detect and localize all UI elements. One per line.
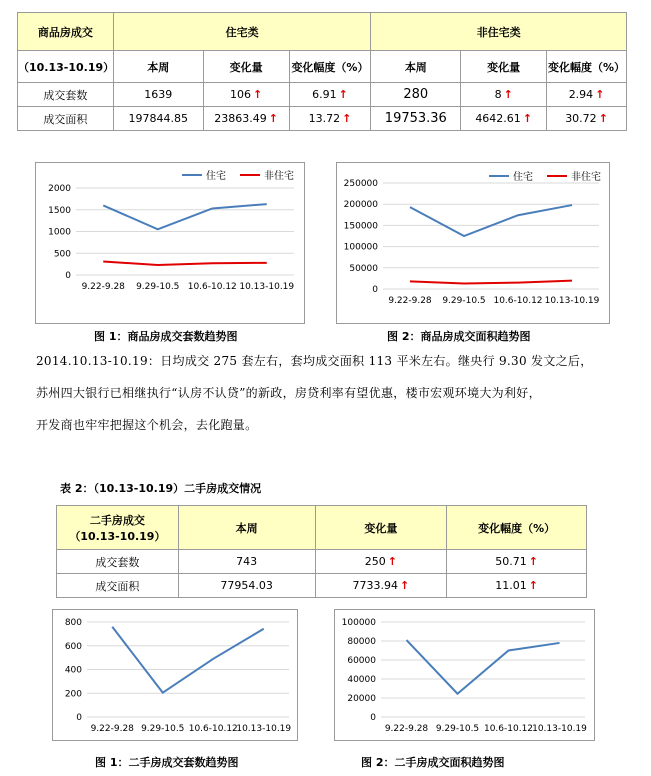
series-line-primary: [103, 204, 267, 229]
y-tick-label: 40000: [347, 675, 376, 685]
y-tick-label: 100000: [343, 242, 378, 253]
y-tick-label: 0: [370, 713, 376, 723]
x-tick-label: 9.22-9.28: [90, 724, 134, 734]
up-arrow-icon: ↑: [528, 579, 538, 592]
series-line-primary: [112, 627, 264, 693]
series-line-secondary: [103, 262, 267, 265]
y-tick-label: 0: [372, 285, 378, 295]
cell-change: 106 ↑: [203, 83, 289, 107]
cell-change: 4642.61 ↑: [461, 107, 547, 131]
series-line-primary: [410, 205, 572, 236]
cell-change: 250 ↑: [315, 550, 447, 574]
table-row: [18, 107, 627, 131]
legend-label: 住宅: [513, 172, 533, 183]
y-tick-label: 400: [64, 665, 82, 676]
y-tick-label: 50000: [349, 263, 378, 274]
cell-change: 23863.49 ↑: [203, 107, 289, 131]
y-tick-label: 800: [64, 618, 82, 628]
x-tick-label: 10.13-10.19: [544, 296, 600, 306]
row-label: 成交面积: [57, 574, 179, 598]
cell-value: 1639: [113, 83, 203, 107]
cell-change: 7733.94 ↑: [315, 574, 447, 598]
up-arrow-icon: ↑: [252, 88, 263, 101]
y-tick-label: 500: [53, 249, 71, 260]
series-line-secondary: [410, 281, 572, 284]
table2-corner-label: 二手房成交: [89, 513, 145, 527]
legend-label: 住宅: [206, 171, 226, 182]
cell-pct: 2.94 ↑: [547, 83, 627, 107]
paragraph-line-3: 开发商也牢牢把握这个机会，去化跑量。: [36, 418, 258, 432]
cell-pct: 50.71 ↑: [447, 550, 587, 574]
x-tick-label: 10.6-10.12: [483, 724, 534, 734]
table-row: [57, 550, 587, 574]
table2-corner: [57, 506, 179, 550]
chart-3-container: [52, 609, 298, 741]
y-tick-label: 200: [64, 689, 82, 700]
table1-group-residential: 住宅类: [113, 13, 371, 51]
legend-label: 非住宅: [264, 171, 294, 182]
y-tick-label: 250000: [343, 179, 378, 189]
legend-label: 非住宅: [571, 172, 601, 183]
table1-non-pct-header: 变化幅度（%）: [547, 51, 627, 83]
x-tick-label: 9.22-9.28: [81, 282, 125, 292]
cell-pct: 6.91 ↑: [289, 83, 371, 107]
x-tick-label: 10.13-10.19: [532, 724, 587, 734]
up-arrow-icon: ↑: [342, 112, 352, 125]
up-arrow-icon: ↑: [528, 555, 538, 568]
chart-4-container: [334, 609, 595, 741]
y-tick-label: 200000: [343, 200, 378, 211]
x-tick-label: 9.22-9.28: [388, 296, 432, 306]
x-tick-label: 10.13-10.19: [236, 724, 292, 734]
chart-3: [53, 610, 297, 740]
table1-non-change-header: 变化量: [461, 51, 547, 83]
y-tick-label: 150000: [343, 221, 378, 232]
cell-change: 8 ↑: [461, 83, 547, 107]
cell-pct: 13.72 ↑: [289, 107, 371, 131]
y-tick-label: 600: [64, 641, 82, 652]
up-arrow-icon: ↑: [503, 88, 513, 101]
table1-non-week-header: 本周: [371, 51, 461, 83]
x-tick-label: 10.6-10.12: [188, 724, 238, 734]
y-tick-label: 0: [65, 271, 71, 281]
cell-pct: 30.72 ↑: [547, 107, 627, 131]
table1-group-nonresidential: 非住宅类: [371, 13, 627, 51]
cell-value: 743: [178, 550, 315, 574]
paragraph-line-1: 2014.10.13-10.19：日均成交 275 套左右，套均成交面积 113 平米左右。继央行 9.30 发文之后，: [36, 354, 593, 368]
up-arrow-icon: ↑: [338, 88, 348, 101]
x-tick-label: 9.29-10.5: [442, 296, 486, 306]
y-tick-label: 1000: [48, 227, 71, 238]
table1-res-change-header: 变化量: [203, 51, 289, 83]
cell-value: 280: [371, 83, 461, 107]
y-tick-label: 2000: [48, 184, 71, 194]
x-tick-label: 10.6-10.12: [493, 296, 543, 306]
caption-4: 图 2：二手房成交面积趋势图: [361, 756, 505, 769]
y-tick-label: 100000: [341, 618, 376, 628]
up-arrow-icon: ↑: [598, 112, 608, 125]
cell-pct: 11.01 ↑: [447, 574, 587, 598]
caption-3: 图 1：二手房成交套数趋势图: [95, 756, 239, 769]
table1-res-pct-header: 变化幅度（%）: [289, 51, 371, 83]
up-arrow-icon: ↑: [595, 88, 605, 101]
paragraph-line-2: 苏州四大银行已相继执行“认房不认贷”的新政，房贷利率有望优惠，楼市宏观环境大为利好，: [36, 386, 541, 400]
table2-period: （10.13-10.19）: [69, 529, 166, 543]
cell-value: 197844.85: [113, 107, 203, 131]
chart-2-container: [336, 162, 610, 324]
table1-corner: 商品房成交: [18, 13, 114, 51]
y-tick-label: 1500: [48, 205, 71, 216]
row-label: 成交套数: [57, 550, 179, 574]
y-tick-label: 20000: [347, 694, 376, 704]
table2-pct-header: 变化幅度（%）: [447, 506, 587, 550]
y-tick-label: 80000: [347, 637, 376, 647]
chart-1-container: [35, 162, 305, 324]
series-line-primary: [407, 640, 560, 694]
table-row: [57, 574, 587, 598]
x-tick-label: 9.22-9.28: [384, 724, 429, 734]
x-tick-label: 9.29-10.5: [141, 724, 185, 734]
row-label: 成交面积: [18, 107, 114, 131]
chart-2: [337, 163, 609, 323]
y-tick-label: 60000: [347, 656, 376, 666]
table-row: [18, 83, 627, 107]
table1-period: （10.13-10.19）: [18, 51, 114, 83]
table2-change-header: 变化量: [315, 506, 447, 550]
x-tick-label: 9.29-10.5: [435, 724, 480, 734]
table-1: [17, 12, 627, 131]
x-tick-label: 10.13-10.19: [239, 282, 295, 292]
table2-week-header: 本周: [178, 506, 315, 550]
cell-value: 77954.03: [178, 574, 315, 598]
chart-1: [36, 163, 304, 323]
table1-res-week-header: 本周: [113, 51, 203, 83]
x-tick-label: 10.6-10.12: [187, 282, 237, 292]
up-arrow-icon: ↑: [522, 112, 533, 125]
up-arrow-icon: ↑: [387, 555, 397, 568]
cell-value: 19753.36: [371, 107, 461, 131]
chart-4: [335, 610, 594, 740]
y-tick-label: 0: [76, 713, 82, 723]
table-2: [56, 505, 587, 598]
caption-2: 图 2：商品房成交面积趋势图: [387, 330, 531, 343]
up-arrow-icon: ↑: [268, 112, 278, 125]
up-arrow-icon: ↑: [400, 579, 410, 592]
x-tick-label: 9.29-10.5: [136, 282, 180, 292]
caption-1: 图 1：商品房成交套数趋势图: [94, 330, 238, 343]
row-label: 成交套数: [18, 83, 114, 107]
table-2-title: 表 2：（10.13-10.19）二手房成交情况: [60, 482, 262, 495]
